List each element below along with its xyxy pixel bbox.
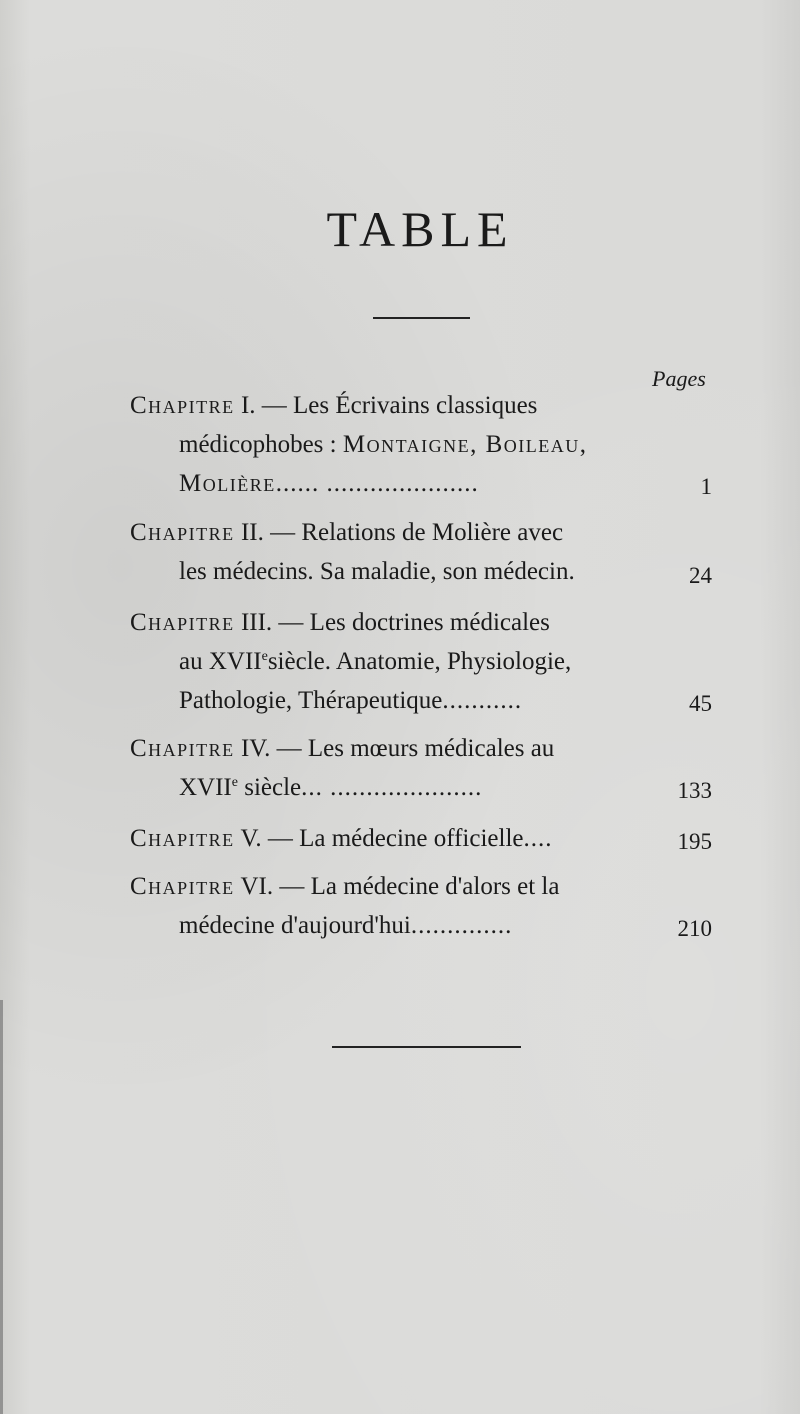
chapter-label: Chapitre (130, 392, 235, 419)
chapter-label: Chapitre (130, 519, 235, 546)
toc-entry-3-line-2 (179, 648, 571, 676)
chapter-title: — Les mœurs médicales au (276, 735, 555, 762)
chapter-numeral: I. (240, 392, 256, 419)
leader-dots: ...... ..................... (275, 470, 479, 497)
title-rule (373, 317, 470, 319)
leader-dots: ........... (442, 687, 523, 714)
chapter-label: Chapitre (130, 873, 235, 900)
chapter-title: les médecins. Sa maladie, son médecin. (179, 558, 575, 585)
leader-dots: .............. (410, 912, 513, 939)
page-number: 24 (689, 563, 712, 588)
page-number: 133 (677, 778, 712, 803)
toc-entry-4-line-1 (130, 735, 554, 763)
chapter-numeral: III. (240, 609, 273, 636)
chapter-numeral: IV. (240, 735, 271, 762)
toc-entry-3-line-1 (130, 609, 550, 637)
superscript: e (261, 649, 268, 664)
page-number: 195 (677, 829, 712, 854)
page-number: 45 (689, 691, 712, 716)
toc-entry-2-line-2 (179, 558, 575, 586)
chapter-title: médicophobes : (179, 431, 337, 458)
chapter-numeral: II. (240, 519, 264, 546)
chapter-title: — Les Écrivains classiques (261, 392, 538, 419)
chapter-numeral: VI. (240, 873, 274, 900)
toc-entry-3-line-3 (179, 687, 522, 715)
chapter-title: au XVII (179, 648, 262, 675)
chapter-title: — La médecine officielle (267, 825, 524, 852)
chapter-label: Chapitre (130, 735, 235, 762)
chapter-title: siècle. Anatomie, Physiologie, (267, 648, 572, 675)
toc-entry-1-line-1 (130, 392, 537, 420)
pages-column-header: Pages (652, 366, 706, 391)
chapter-title: — La médecine d'alors et la (279, 873, 560, 900)
toc-entry-1-line-3 (179, 470, 479, 498)
chapter-title: médecine d'aujourd'hui (179, 912, 411, 939)
chapter-title: siècle (244, 774, 302, 801)
chapter-title-names: Molière (179, 470, 276, 497)
end-rule (332, 1046, 521, 1048)
chapter-numeral: V. (240, 825, 262, 852)
toc-entry-2-line-1 (130, 519, 563, 547)
leader-dots: ... ..................... (301, 774, 483, 801)
superscript: e (231, 775, 238, 790)
page-title: TABLE (326, 201, 514, 257)
toc-entry-1-line-2 (179, 431, 588, 459)
chapter-title-names: Montaigne, Boileau, (342, 431, 588, 458)
page-number: 210 (677, 916, 712, 941)
chapter-title: — Les doctrines médicales (278, 609, 550, 636)
toc-entry-6-line-2 (179, 912, 512, 940)
chapter-title: — Relations de Molière avec (270, 519, 564, 546)
toc-entry-5-line-1 (130, 825, 553, 853)
toc-entry-6-line-1 (130, 873, 559, 901)
chapter-label: Chapitre (130, 609, 235, 636)
page-binding-edge (0, 1000, 3, 1414)
chapter-title: Pathologie, Thérapeutique (179, 687, 443, 714)
page-number: 1 (700, 474, 712, 499)
chapter-label: Chapitre (130, 825, 235, 852)
chapter-title: XVII (179, 774, 232, 801)
toc-entry-4-line-2 (179, 774, 482, 802)
leader-dots: .... (523, 825, 553, 852)
